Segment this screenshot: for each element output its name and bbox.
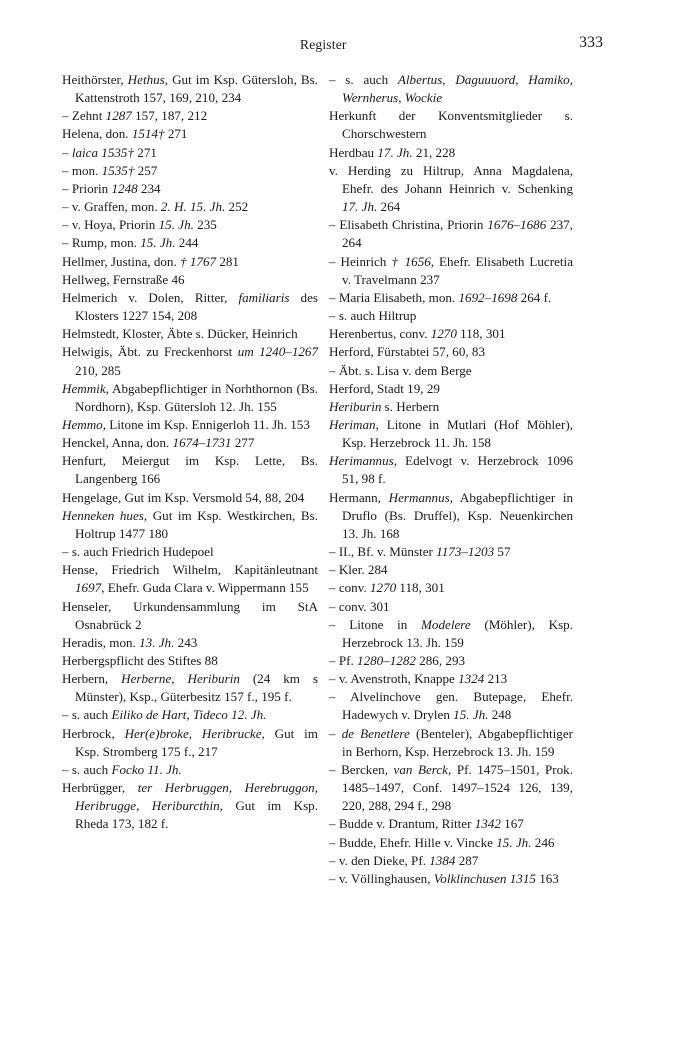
entry-text: 281 [216, 253, 239, 269]
entry-italic-text: Volklinchusen 1315 [433, 870, 536, 886]
running-head [0, 34, 700, 57]
index-entry [329, 670, 573, 688]
entry-text: 167 [500, 816, 524, 832]
entry-italic-text: 1280–1282 [357, 653, 416, 668]
index-entry [62, 253, 318, 271]
index-entry [62, 598, 318, 634]
entry-text: Abgabepflichtiger in Norhthornon (Bs. Nordhorn), Ksp. Gütersloh 12. Jh. 155 [75, 380, 318, 414]
entry-italic-text: 1324 [458, 671, 485, 687]
running-title: Register [300, 37, 347, 52]
entry-italic-text: 1270 [369, 580, 397, 596]
entry-text: Helmstedt, Kloster, Äbte s. Dücker, Heinrich [62, 326, 298, 342]
entry-text: – conv. [329, 580, 370, 596]
entry-text: – s. auch [62, 761, 112, 777]
entry-italic-text: 1384 [429, 852, 456, 868]
entry-text: v. Herding zu Hiltrup, Anna Magdalena, Ehefr. des Johann Heinrich v. Schenking [329, 162, 573, 196]
entry-text: – Zehnt [62, 108, 106, 124]
entry-text: Litone in Mutlari (Hof Möhler), Ksp. Herzebrock 11. Jh. 158 [342, 416, 573, 451]
index-entry [329, 71, 573, 107]
index-entry [329, 325, 573, 343]
entry-italic-text: 1535† [101, 162, 135, 178]
entry-text: Hengelage, Gut im Ksp. Versmold 54, 88, 204 [62, 489, 305, 505]
entry-text: 246 [531, 834, 555, 850]
entry-text: Ehefr. Elisabeth Lucretia v. Travelmann 237 [342, 253, 574, 287]
entry-text: – Litone in [329, 616, 421, 632]
entry-text: – v. Graffen, mon. [62, 199, 161, 215]
entry-italic-text: 1692–1698 [458, 289, 518, 305]
entry-text: 252 [225, 199, 249, 215]
entry-italic-text: Herberne, Heriburin [121, 671, 240, 687]
index-entry [62, 706, 318, 724]
entry-text: Henfurt, Meiergut im Ksp. Lette, Bs. Langenberg 166 [62, 453, 318, 487]
entry-italic-text: familiaris [238, 289, 290, 305]
entry-text: 157, 187, 212 [131, 108, 208, 124]
index-entry [329, 107, 573, 143]
entry-text: 57 [494, 544, 511, 560]
entry-text: – Budde, Ehefr. Hille v. Vincke [329, 834, 497, 850]
index-entry [329, 598, 573, 616]
index-entry [329, 162, 573, 216]
entry-italic-text: 17. Jh. [342, 199, 378, 215]
entry-italic-text: um 1240–1267 [237, 344, 319, 360]
index-entry [62, 725, 318, 761]
entry-text: – Heinrich [329, 253, 392, 269]
entry-italic-text: 1248 [111, 180, 138, 196]
entry-italic-text: 15. Jh. [158, 217, 194, 233]
entry-text: – Pf. [329, 653, 358, 668]
entry-text: Henseler, Urkundensammlung im StA Osnabrück 2 [62, 598, 318, 632]
entry-text: 264 f. [517, 289, 552, 305]
index-entry [62, 670, 318, 706]
index-entry [62, 634, 318, 652]
index-entry [329, 852, 573, 870]
entry-text: Herkunft der Konventsmitglieder s. Chorschwestern [329, 108, 573, 142]
index-entry [62, 271, 318, 289]
entry-italic-text: ter Herbruggen, Herebruggon, Heribrugge, Heriburcthin, [75, 780, 319, 814]
index-entry [329, 834, 573, 852]
entry-text: Herbrügger, [62, 780, 138, 796]
entry-text: Litone im Ksp. Ennigerloh 11. Jh. 153 [106, 416, 310, 432]
index-entry [62, 289, 318, 325]
index-entry [62, 198, 318, 216]
entry-text: Hellmer, Justina, don. [62, 253, 181, 269]
entry-text: Herford, Stadt 19, 29 [329, 380, 440, 396]
entry-text: – Äbt. s. Lisa v. dem Berge [329, 362, 472, 378]
index-entry [329, 307, 573, 325]
entry-italic-text: laica 1535† [71, 144, 135, 160]
entry-italic-text: Albertus, Daguuuord, Hamiko, Wernherus, Wockie [342, 72, 573, 106]
index-entry [62, 779, 318, 833]
entry-italic-text: 1676–1686 [487, 217, 547, 233]
entry-text: Hellweg, Fernstraße 46 [62, 271, 185, 287]
index-entry [329, 144, 573, 162]
entry-text: Abgabepflichtiger in Druflo (Bs. Druffel), Ksp. Neuenkirchen 13. Jh. 168 [342, 489, 573, 541]
index-entry [329, 579, 573, 597]
entry-text: Helwigis, Äbt. zu Freckenhorst [62, 344, 238, 360]
index-entry [329, 543, 573, 561]
entry-italic-text: 1270 [430, 326, 457, 342]
entry-italic-text: de Benetlere [341, 725, 410, 741]
entry-italic-text: 1287 [105, 108, 132, 124]
index-entry [62, 434, 318, 452]
index-entry [329, 489, 573, 543]
index-entry [62, 144, 318, 162]
entry-text: – s. auch [62, 707, 112, 723]
entry-text: – II., Bf. v. Münster [329, 544, 437, 560]
index-entry [62, 507, 318, 543]
entry-text: – [329, 725, 342, 741]
entry-text: – v. Völlinghausen, [329, 870, 434, 886]
index-entry [329, 761, 573, 815]
entry-italic-text: Hemmo, [62, 416, 106, 432]
entry-italic-text: 13. Jh. [139, 634, 175, 650]
entry-text: 235 [193, 217, 217, 233]
index-entry [329, 253, 573, 289]
entry-italic-text: 2. H. 15. Jh. [160, 199, 226, 215]
index-entry [62, 234, 318, 252]
entry-text: – Budde v. Drantum, Ritter [329, 816, 475, 832]
entry-text: – Priorin [62, 180, 112, 196]
entry-text: 210, 285 [75, 362, 121, 378]
entry-text: Hense, Friedrich Wilhelm, Kapitänleutnant [62, 562, 318, 578]
index-entry [329, 398, 573, 416]
entry-italic-text: † 1656, [391, 253, 435, 269]
entry-text: – v. Hoya, Priorin [62, 217, 159, 233]
entry-text: Herenbertus, conv. [329, 326, 431, 342]
entry-text: 248 [488, 707, 512, 723]
index-entry [62, 71, 318, 107]
index-entry [329, 380, 573, 398]
entry-text: Edelvogt v. Herzebrock 1096 51, 98 f. [342, 453, 573, 487]
page-number: 333 [579, 34, 603, 51]
index-entry [62, 489, 318, 507]
entry-text: Heradis, mon. [62, 634, 140, 650]
entry-text: – v. den Dieke, Pf. [329, 852, 430, 868]
entry-text: 277 [231, 435, 255, 451]
entry-text: 234 [137, 180, 161, 196]
entry-text: 271 [134, 144, 157, 160]
entry-italic-text: Herimannus, [329, 453, 398, 469]
index-entry [329, 725, 573, 761]
index-entry [329, 616, 573, 652]
entry-text: Ehefr. Guda Clara v. Wippermann 155 [104, 580, 309, 596]
index-entry [329, 343, 573, 361]
entry-text: (Möhler), Ksp. Herzebrock 13. Jh. 159 [342, 616, 573, 650]
index-entry [62, 125, 318, 143]
index-entry [62, 162, 318, 180]
entry-italic-text: Hethus [127, 72, 165, 87]
entry-text: 21, 228 [412, 144, 456, 160]
entry-italic-text: Heriman, [329, 416, 379, 432]
entry-text: , Gut im Ksp. Gütersloh, Bs. Kattenstroth 157, 169, 210, 234 [75, 72, 318, 106]
entry-text: – Kler. 284 [329, 562, 388, 578]
index-entry [329, 870, 573, 888]
entry-text: 213 [484, 671, 508, 687]
index-entry [329, 652, 573, 670]
entry-text: Herford, Fürstabtei 57, 60, 83 [329, 344, 486, 360]
index-entry [62, 452, 318, 488]
entry-text: – Bercken, [329, 761, 394, 777]
entry-text: 257 [134, 162, 158, 178]
entry-text: – s. auch Friedrich Hudepoel [62, 544, 214, 560]
index-entry [62, 343, 318, 379]
entry-italic-text: Heriburin [329, 398, 382, 414]
entry-text: (Benteler), Abgabepflichtiger in Berhorn, Ksp. Herzebrock 13. Jh. 159 [342, 725, 573, 759]
index-entry [329, 815, 573, 833]
entry-text: 244 [175, 235, 199, 251]
entry-text: – Rump, mon. [62, 235, 141, 251]
index-entry [329, 289, 573, 307]
index-entry [329, 452, 573, 488]
entry-italic-text: Her(e)broke, Heribrucke, [124, 725, 265, 741]
entry-text: Gut im Ksp. Westkirchen, Bs. Holtrup 1477 180 [75, 507, 318, 541]
entry-text: – Elisabeth Christina, Priorin [329, 217, 488, 233]
entry-text: 287 [455, 852, 479, 868]
entry-italic-text: 1514† [131, 126, 165, 142]
entry-text: – mon. [62, 162, 102, 178]
index-entry [62, 761, 318, 779]
index-entry [329, 688, 573, 724]
index-entry [329, 416, 573, 452]
entry-text: – v. Avenstroth, Knappe [329, 671, 459, 687]
entry-italic-text: 15. Jh. [496, 834, 532, 850]
index-entry [329, 362, 573, 380]
entry-text: – s. auch Hiltrup [329, 308, 417, 324]
index-entry [62, 216, 318, 234]
entry-italic-text: Eiliko de Hart, Tideco 12. Jh. [111, 707, 267, 723]
entry-italic-text: 1342 [474, 816, 501, 832]
entry-italic-text: 1173–1203 [436, 544, 495, 560]
entry-italic-text: 1697, [75, 580, 105, 596]
entry-text: 271 [164, 126, 188, 142]
index-entry [62, 325, 318, 343]
entry-text: – Alvelinchove gen. Butepage, Ehefr. Hadewych v. Drylen [329, 689, 573, 723]
index-entry [62, 180, 318, 198]
entry-text: 118, 301 [396, 580, 445, 596]
entry-text: Pf. 1475–1501, Prok. 1485–1497, Conf. 1497–1524 126, 139, 220, 288, 294 f., 298 [342, 761, 573, 814]
index-entry [62, 416, 318, 434]
entry-text: Herbern, [62, 671, 122, 687]
index-entry [62, 380, 318, 416]
entry-text: Helena, don. [62, 126, 132, 142]
index-entry [329, 216, 573, 252]
entry-text: – conv. 301 [329, 598, 390, 614]
entry-italic-text: van Berck, [393, 761, 452, 777]
entry-text: 118, 301 [456, 326, 506, 342]
entry-italic-text: Focko 11. Jh. [111, 761, 182, 777]
entry-italic-text: Hermannus, [388, 489, 454, 505]
entry-text: Herbergspflicht des Stiftes 88 [62, 653, 218, 668]
entry-italic-text: Hemmik, [62, 380, 109, 396]
entry-text: (24 km s Münster), Ksp., Güterbesitz 157 f., 195 f. [75, 671, 318, 705]
index-entry [62, 652, 318, 670]
entry-text: – s. auch [329, 72, 398, 87]
entry-text: Helmerich v. Dolen, Ritter, [62, 289, 239, 305]
entry-italic-text: 15. Jh. [140, 235, 176, 251]
entry-italic-text: 15. Jh. [453, 707, 489, 723]
entry-italic-text: † 1767 [180, 253, 217, 269]
entry-italic-text: 1674–1731 [172, 435, 232, 451]
entry-text: Heithörster, [62, 72, 128, 87]
entry-text: 264 [377, 199, 401, 215]
entry-text: Henckel, Anna, don. [62, 435, 173, 451]
index-entry [62, 107, 318, 125]
entry-text: – Maria Elisabeth, mon. [329, 289, 459, 305]
index-entry [329, 561, 573, 579]
entry-text: Herdbau [329, 144, 378, 160]
entry-text: Hermann, [329, 489, 389, 505]
entry-text: 286, 293 [415, 653, 466, 668]
index-entry [62, 561, 318, 597]
entry-italic-text: Modelere [421, 616, 471, 632]
index-column-right [329, 71, 573, 888]
entry-text: s. Herbern [381, 398, 440, 414]
entry-text: 243 [174, 634, 198, 650]
index-column-left [62, 71, 318, 834]
entry-italic-text: Henneken hues, [62, 507, 148, 523]
entry-text: – [62, 144, 72, 160]
entry-text: 163 [535, 870, 559, 886]
entry-text: Gut im Ksp. Rheda 173, 182 f. [75, 798, 318, 832]
entry-text: Gut im Ksp. Stromberg 175 f., 217 [75, 725, 318, 759]
index-entry [62, 543, 318, 561]
entry-italic-text: 17. Jh. [377, 144, 413, 160]
entry-text: 237, 264 [342, 217, 573, 251]
entry-text: des Klosters 1227 154, 208 [75, 289, 318, 324]
entry-text: Herbrock, [62, 725, 125, 741]
